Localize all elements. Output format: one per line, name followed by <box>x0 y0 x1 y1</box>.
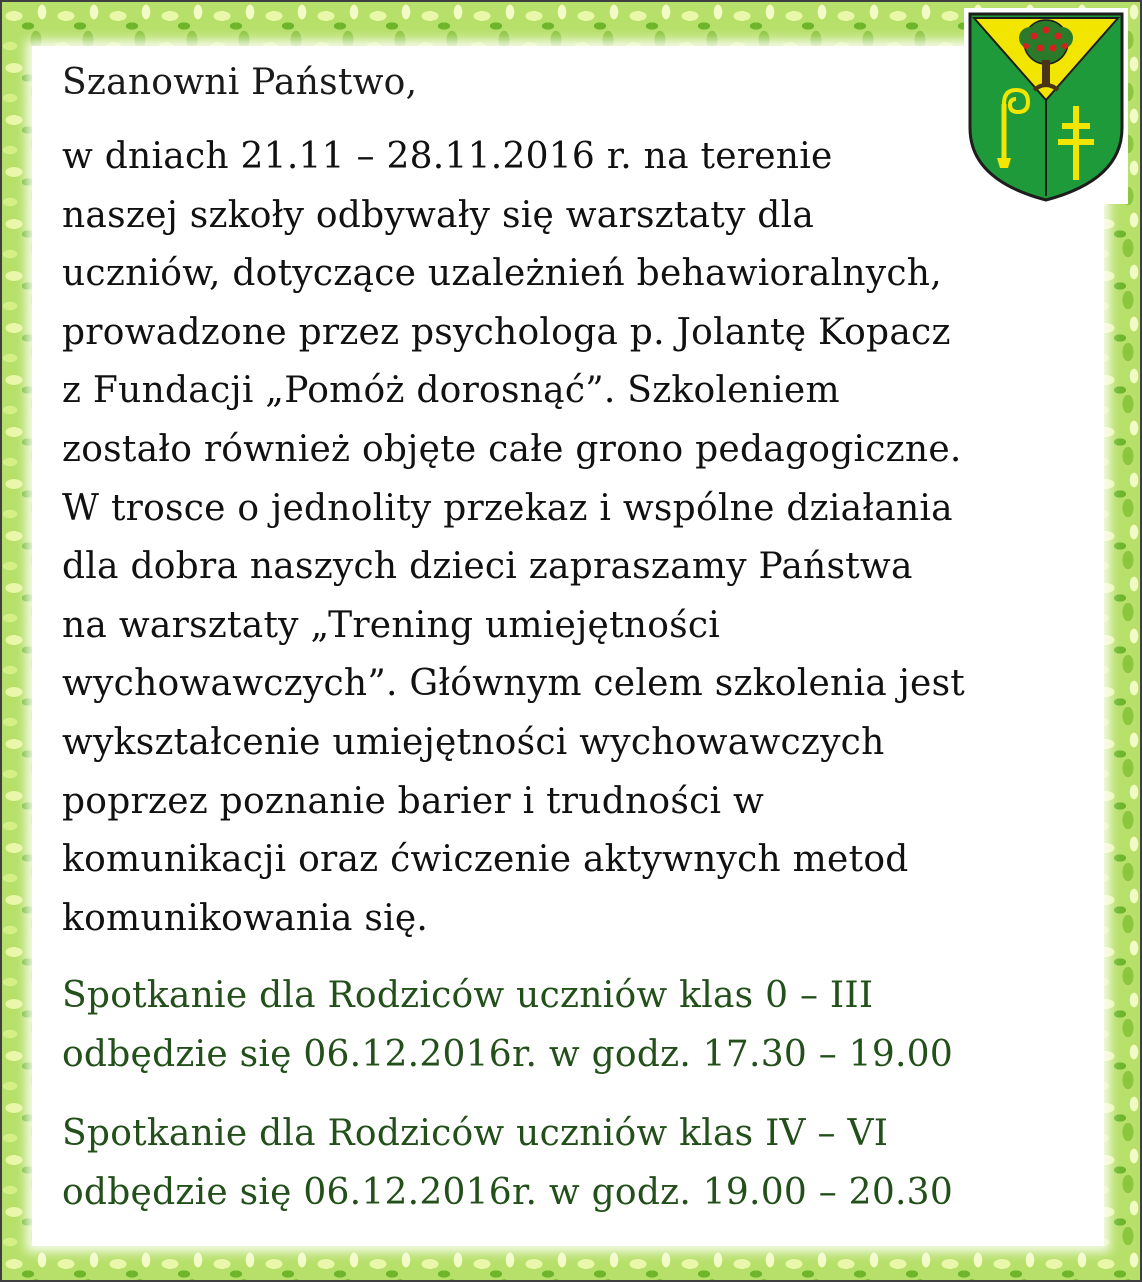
body-line: poprzez poznanie barier i trudności w <box>62 780 765 822</box>
body-line: komunikacji oraz ćwiczenie aktywnych metod <box>62 839 909 881</box>
body-line: naszej szkoły odbywały się warsztaty dla <box>62 194 815 236</box>
body-line: wykształcenie umiejętności wychowawczych <box>62 721 885 763</box>
letter-body <box>62 128 965 948</box>
meeting-line: Spotkanie dla Rodziców uczniów klas IV – VI <box>62 1113 889 1154</box>
body-line: na warsztaty „Trening umiejętności <box>62 604 721 646</box>
meeting-notice-grades-4-6 <box>62 1105 953 1222</box>
body-line: z Fundacji „Pomóż dorosnąć”. Szkoleniem <box>62 370 840 412</box>
meeting-line: Spotkanie dla Rodziców uczniów klas 0 – III <box>62 975 874 1016</box>
body-line: zostało również objęte całe grono pedagogiczne. <box>62 428 962 470</box>
body-line: uczniów, dotyczące uzależnień behawioralnych, <box>62 253 942 295</box>
body-line: dla dobra naszych dzieci zapraszamy Państwa <box>62 546 913 588</box>
meeting-line: odbędzie się 06.12.2016r. w godz. 19.00 – 20.30 <box>62 1171 953 1213</box>
meeting-notice-grades-0-3 <box>62 967 953 1084</box>
body-line: komunikowania się. <box>62 897 429 939</box>
body-line: wychowawczych”. Głównym celem szkolenia jest <box>62 663 966 705</box>
body-line: prowadzone przez psychologa p. Jolantę Kopacz <box>62 311 951 353</box>
body-line: W trosce o jednolity przekaz i wspólne działania <box>62 487 953 529</box>
salutation: Szanowni Państwo, <box>62 62 418 103</box>
body-line: w dniach 21.11 – 28.11.2016 r. na terenie <box>62 136 833 177</box>
coat-of-arms <box>964 8 1128 204</box>
meeting-line: odbędzie się 06.12.2016r. w godz. 17.30 – 19.00 <box>62 1033 953 1075</box>
